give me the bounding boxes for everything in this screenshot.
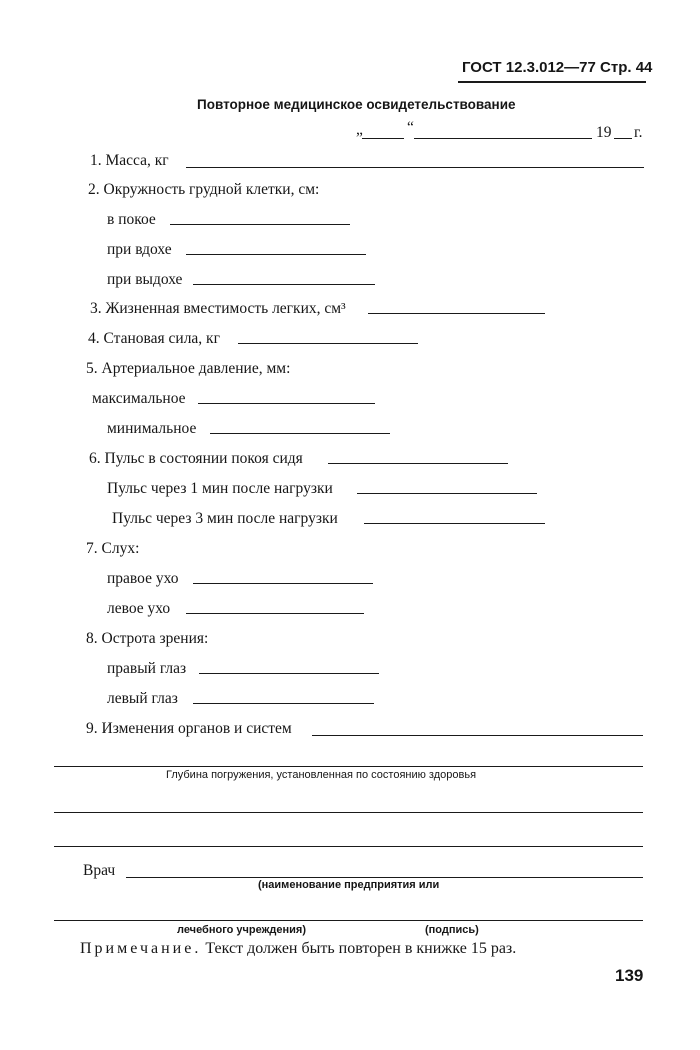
date-year-field[interactable] xyxy=(614,138,632,139)
page-number: 139 xyxy=(615,966,644,985)
date-year-prefix: 19 xyxy=(596,124,612,141)
chest-rest-field[interactable] xyxy=(170,224,350,225)
lung-capacity-field[interactable] xyxy=(368,313,545,314)
vision-right-field[interactable] xyxy=(199,673,379,674)
hearing-left-field[interactable] xyxy=(186,613,364,614)
doctor-signature-field[interactable] xyxy=(54,920,643,921)
hearing-right-field[interactable] xyxy=(193,583,373,584)
notes-line-2[interactable] xyxy=(54,846,643,847)
document-header xyxy=(462,59,652,76)
date-day-field[interactable] xyxy=(362,138,404,139)
hearing-right-label: правое ухо xyxy=(107,570,179,587)
hearing-left-label: левое ухо xyxy=(107,600,171,617)
vision-left-field[interactable] xyxy=(193,703,374,704)
vision-left-label: левый глаз xyxy=(107,690,178,707)
pulse-1min-label: Пульс через 1 мин после нагрузки xyxy=(107,480,333,497)
chest-exhale-field[interactable] xyxy=(193,284,375,285)
pressure-min-field[interactable] xyxy=(210,433,390,434)
item-chest-label: 2. Окружность грудной клетки, см: xyxy=(88,181,320,198)
depth-caption: Глубина погружения, установленная по состоянию здоровья xyxy=(166,769,477,781)
pressure-max-label: максимальное xyxy=(92,390,186,407)
pulse-1min-field[interactable] xyxy=(357,493,537,494)
chest-rest-label: в покое xyxy=(107,211,156,228)
item-mass-label: 1. Масса, кг xyxy=(90,152,169,169)
footnote xyxy=(80,940,516,958)
chest-inhale-field[interactable] xyxy=(186,254,366,255)
page-label: Стр. 44 xyxy=(600,59,653,76)
date-year-suffix: г. xyxy=(634,124,643,141)
chest-exhale-label: при выдохе xyxy=(107,271,183,288)
standard-number: ГОСТ 12.3.012—77 xyxy=(462,59,596,76)
footnote-label: Примечание. xyxy=(80,940,202,957)
organs-field[interactable] xyxy=(312,735,643,736)
pressure-max-field[interactable] xyxy=(198,403,375,404)
date-month-field[interactable] xyxy=(414,138,592,139)
footnote-text: Текст должен быть повторен в книжке 15 раз. xyxy=(205,940,517,957)
form-title: Повторное медицинское освидетельствование xyxy=(197,97,516,112)
header-rule xyxy=(458,81,646,83)
date-close-quote: “ xyxy=(407,119,414,136)
pulse-rest-field[interactable] xyxy=(328,463,508,464)
hearing-label: 7. Слух: xyxy=(86,540,140,557)
notes-line-1[interactable] xyxy=(54,812,643,813)
pressure-min-label: минимальное xyxy=(107,420,197,437)
lung-capacity-label: 3. Жизненная вместимость легких, см³ xyxy=(90,300,346,317)
signature-caption: (подпись) xyxy=(425,924,479,936)
back-strength-field[interactable] xyxy=(238,343,418,344)
date-open-quote: „ xyxy=(356,121,363,138)
pulse-3min-label: Пульс через 3 мин после нагрузки xyxy=(112,510,338,527)
doctor-label: Врач xyxy=(83,862,116,879)
chest-inhale-label: при вдохе xyxy=(107,241,172,258)
institution-caption: лечебного учреждения) xyxy=(177,924,306,936)
pulse-rest-label: 6. Пульс в состоянии покоя сидя xyxy=(89,450,303,467)
organs-label: 9. Изменения органов и систем xyxy=(86,720,292,737)
back-strength-label: 4. Становая сила, кг xyxy=(88,330,220,347)
depth-field[interactable] xyxy=(54,766,643,767)
pulse-3min-field[interactable] xyxy=(364,523,545,524)
vision-right-label: правый глаз xyxy=(107,660,187,677)
mass-field[interactable] xyxy=(186,167,644,168)
vision-label: 8. Острота зрения: xyxy=(86,630,209,647)
doctor-org-caption: (наименование предприятия или xyxy=(258,879,440,891)
pressure-label: 5. Артериальное давление, мм: xyxy=(86,360,291,377)
doctor-org-field[interactable] xyxy=(126,877,643,878)
